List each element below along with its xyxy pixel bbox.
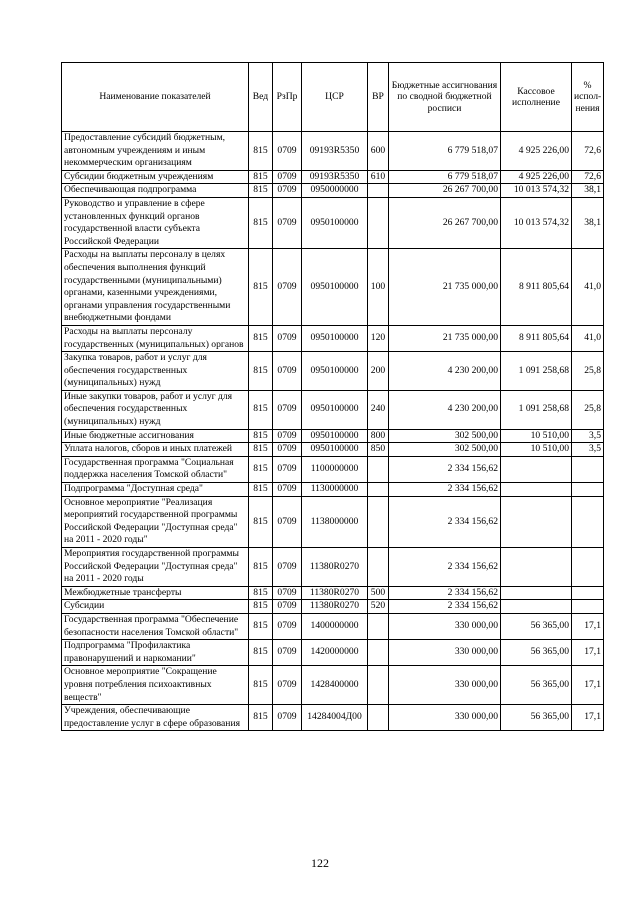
cell-csr: 0950100000: [302, 249, 368, 326]
cell-rzpr: 0709: [273, 132, 302, 171]
cell-vr: [368, 666, 389, 705]
table-row: [62, 249, 604, 326]
cell-name: Субсидии: [62, 600, 249, 614]
cell-ved: 815: [249, 600, 273, 614]
header-assignments: Бюджетные ассигнования по сводной бюджетной росписи: [389, 63, 501, 132]
cell-percent: [572, 586, 604, 600]
cell-vr: 610: [368, 170, 389, 184]
cell-csr: 0950100000: [302, 197, 368, 248]
table-header-row: [62, 63, 604, 132]
cell-ved: 815: [249, 325, 273, 351]
cell-vr: [368, 483, 389, 497]
cell-vr: [368, 613, 389, 639]
table-row: [62, 483, 604, 497]
page-number: 122: [311, 856, 329, 870]
cell-cash: 10 510,00: [501, 443, 572, 457]
table-row: [62, 496, 604, 547]
cell-percent: [572, 548, 604, 587]
cell-percent: 41,0: [572, 325, 604, 351]
cell-percent: 17,1: [572, 705, 604, 731]
cell-rzpr: 0709: [273, 249, 302, 326]
cell-percent: 38,1: [572, 197, 604, 248]
cell-vr: 240: [368, 390, 389, 429]
cell-rzpr: 0709: [273, 548, 302, 587]
cell-assigned: 2 334 156,62: [389, 586, 501, 600]
cell-cash: 1 091 258,68: [501, 352, 572, 391]
cell-percent: 17,1: [572, 640, 604, 666]
cell-ved: 815: [249, 443, 273, 457]
cell-name: Подпрограмма "Профилактика правонарушений и наркомании": [62, 640, 249, 666]
cell-vr: 850: [368, 443, 389, 457]
cell-cash: 56 365,00: [501, 640, 572, 666]
cell-name: Расходы на выплаты персоналу в целях обеспечения выполнения функций государственными (муниципальными) органами, казенными учреждениями, органами управления государственными внебюджетными фондами: [62, 249, 249, 326]
cell-assigned: 6 779 518,07: [389, 132, 501, 171]
cell-csr: 0950100000: [302, 325, 368, 351]
cell-name: Закупка товаров, работ и услуг для обеспечения государственных (муниципальных) нужд: [62, 352, 249, 391]
cell-name: Государственная программа "Обеспечение безопасности населения Томской области": [62, 613, 249, 639]
cell-assigned: 330 000,00: [389, 640, 501, 666]
cell-percent: 72,6: [572, 170, 604, 184]
cell-cash: [501, 586, 572, 600]
cell-name: Иные закупки товаров, работ и услуг для обеспечения государственных (муниципальных) нужд: [62, 390, 249, 429]
cell-name: Учреждения, обеспечивающие предоставление услуг в сфере образования: [62, 705, 249, 731]
cell-csr: 0950000000: [302, 184, 368, 198]
cell-rzpr: 0709: [273, 586, 302, 600]
cell-ved: 815: [249, 170, 273, 184]
cell-name: Мероприятия государственной программы Российской Федерации "Доступная среда" на 2011 - 2020 годы: [62, 548, 249, 587]
cell-assigned: 2 334 156,62: [389, 600, 501, 614]
cell-vr: 120: [368, 325, 389, 351]
cell-cash: 4 925 226,00: [501, 132, 572, 171]
cell-csr: 11380R0270: [302, 600, 368, 614]
cell-csr: 1400000000: [302, 613, 368, 639]
cell-ved: 815: [249, 249, 273, 326]
cell-csr: 09193R5350: [302, 170, 368, 184]
cell-ved: 815: [249, 352, 273, 391]
cell-assigned: 330 000,00: [389, 666, 501, 705]
cell-vr: [368, 548, 389, 587]
table-row: [62, 443, 604, 457]
header-csr: ЦСР: [302, 63, 368, 132]
cell-vr: 800: [368, 429, 389, 443]
cell-vr: [368, 184, 389, 198]
header-percent: % испол-нения: [572, 63, 604, 132]
cell-cash: 10 013 574,32: [501, 197, 572, 248]
table-row: [62, 705, 604, 731]
cell-ved: 815: [249, 666, 273, 705]
cell-percent: [572, 496, 604, 547]
cell-name: Обеспечивающая подпрограмма: [62, 184, 249, 198]
cell-vr: 100: [368, 249, 389, 326]
cell-cash: 56 365,00: [501, 666, 572, 705]
cell-ved: 815: [249, 586, 273, 600]
cell-vr: 520: [368, 600, 389, 614]
cell-rzpr: 0709: [273, 705, 302, 731]
cell-cash: 56 365,00: [501, 613, 572, 639]
cell-percent: [572, 483, 604, 497]
cell-assigned: 302 500,00: [389, 429, 501, 443]
table-row: [62, 170, 604, 184]
header-rzpr: РзПр: [273, 63, 302, 132]
cell-vr: 200: [368, 352, 389, 391]
cell-ved: 815: [249, 496, 273, 547]
table-row: [62, 429, 604, 443]
cell-csr: 0950100000: [302, 443, 368, 457]
table-row: [62, 548, 604, 587]
cell-cash: [501, 600, 572, 614]
cell-assigned: 330 000,00: [389, 705, 501, 731]
cell-name: Основное мероприятие "Сокращение уровня потребления психоактивных веществ": [62, 666, 249, 705]
cell-ved: 815: [249, 184, 273, 198]
cell-vr: 600: [368, 132, 389, 171]
cell-rzpr: 0709: [273, 429, 302, 443]
cell-cash: 4 925 226,00: [501, 170, 572, 184]
cell-csr: 0950100000: [302, 352, 368, 391]
cell-rzpr: 0709: [273, 666, 302, 705]
cell-csr: 11380R0270: [302, 586, 368, 600]
cell-name: Уплата налогов, сборов и иных платежей: [62, 443, 249, 457]
header-name: Наименование показателей: [62, 63, 249, 132]
cell-name: Иные бюджетные ассигнования: [62, 429, 249, 443]
cell-vr: [368, 456, 389, 482]
cell-rzpr: 0709: [273, 600, 302, 614]
cell-cash: [501, 496, 572, 547]
cell-percent: 17,1: [572, 666, 604, 705]
cell-cash: 8 911 805,64: [501, 249, 572, 326]
cell-cash: 1 091 258,68: [501, 390, 572, 429]
cell-rzpr: 0709: [273, 390, 302, 429]
cell-rzpr: 0709: [273, 325, 302, 351]
budget-execution-table: [61, 62, 604, 731]
cell-rzpr: 0709: [273, 613, 302, 639]
cell-ved: 815: [249, 429, 273, 443]
cell-ved: 815: [249, 640, 273, 666]
cell-vr: [368, 640, 389, 666]
cell-vr: [368, 705, 389, 731]
cell-assigned: 2 334 156,62: [389, 548, 501, 587]
cell-csr: 09193R5350: [302, 132, 368, 171]
table-row: [62, 132, 604, 171]
cell-vr: 500: [368, 586, 389, 600]
cell-vr: [368, 496, 389, 547]
cell-cash: 10 013 574,32: [501, 184, 572, 198]
cell-cash: 10 510,00: [501, 429, 572, 443]
cell-ved: 815: [249, 390, 273, 429]
cell-name: Государственная программа "Социальная поддержка населения Томской области": [62, 456, 249, 482]
cell-csr: 14284004Д00: [302, 705, 368, 731]
cell-assigned: 2 334 156,62: [389, 483, 501, 497]
table-row: [62, 613, 604, 639]
cell-percent: [572, 456, 604, 482]
cell-assigned: 21 735 000,00: [389, 249, 501, 326]
cell-csr: 1138000000: [302, 496, 368, 547]
cell-ved: 815: [249, 548, 273, 587]
cell-assigned: 330 000,00: [389, 613, 501, 639]
cell-cash: [501, 483, 572, 497]
cell-csr: 1100000000: [302, 456, 368, 482]
cell-assigned: 4 230 200,00: [389, 352, 501, 391]
cell-cash: 8 911 805,64: [501, 325, 572, 351]
cell-name: Руководство и управление в сфере установленных функций органов государственной власти субъекта Российской Федерации: [62, 197, 249, 248]
cell-ved: 815: [249, 613, 273, 639]
cell-name: Основное мероприятие "Реализация мероприятий государственной программы Российской Федерации "Доступная среда" на 2011 - 2020 годы": [62, 496, 249, 547]
cell-percent: 3,5: [572, 429, 604, 443]
cell-csr: 0950100000: [302, 429, 368, 443]
header-vr: ВР: [368, 63, 389, 132]
cell-ved: 815: [249, 456, 273, 482]
cell-csr: 1420000000: [302, 640, 368, 666]
table-row: [62, 586, 604, 600]
cell-assigned: 4 230 200,00: [389, 390, 501, 429]
cell-csr: 1130000000: [302, 483, 368, 497]
cell-name: Подпрограмма "Доступная среда": [62, 483, 249, 497]
cell-ved: 815: [249, 197, 273, 248]
table-body: [62, 132, 604, 731]
cell-percent: 41,0: [572, 249, 604, 326]
table-row: [62, 325, 604, 351]
cell-cash: [501, 548, 572, 587]
header-ved: Вед: [249, 63, 273, 132]
table-row: [62, 352, 604, 391]
cell-rzpr: 0709: [273, 443, 302, 457]
cell-percent: 25,8: [572, 390, 604, 429]
table-row: [62, 390, 604, 429]
table-row: [62, 197, 604, 248]
cell-name: Расходы на выплаты персоналу государственных (муниципальных) органов: [62, 325, 249, 351]
cell-rzpr: 0709: [273, 496, 302, 547]
cell-percent: 72,6: [572, 132, 604, 171]
cell-rzpr: 0709: [273, 456, 302, 482]
cell-rzpr: 0709: [273, 352, 302, 391]
cell-rzpr: 0709: [273, 170, 302, 184]
cell-ved: 815: [249, 132, 273, 171]
cell-assigned: 302 500,00: [389, 443, 501, 457]
cell-assigned: 26 267 700,00: [389, 184, 501, 198]
cell-rzpr: 0709: [273, 184, 302, 198]
cell-csr: 0950100000: [302, 390, 368, 429]
table-row: [62, 456, 604, 482]
cell-cash: 56 365,00: [501, 705, 572, 731]
cell-percent: 25,8: [572, 352, 604, 391]
table-row: [62, 184, 604, 198]
cell-vr: [368, 197, 389, 248]
table-row: [62, 640, 604, 666]
cell-percent: 38,1: [572, 184, 604, 198]
cell-assigned: 21 735 000,00: [389, 325, 501, 351]
cell-name: Предоставление субсидий бюджетным, автономным учреждениям и иным некоммерческим организациям: [62, 132, 249, 171]
cell-rzpr: 0709: [273, 640, 302, 666]
cell-assigned: 6 779 518,07: [389, 170, 501, 184]
table-row: [62, 600, 604, 614]
cell-ved: 815: [249, 483, 273, 497]
cell-assigned: 2 334 156,62: [389, 456, 501, 482]
cell-percent: [572, 600, 604, 614]
cell-rzpr: 0709: [273, 197, 302, 248]
cell-assigned: 2 334 156,62: [389, 496, 501, 547]
cell-name: Субсидии бюджетным учреждениям: [62, 170, 249, 184]
header-cash: Кассовое исполнение: [501, 63, 572, 132]
cell-percent: 17,1: [572, 613, 604, 639]
cell-cash: [501, 456, 572, 482]
cell-ved: 815: [249, 705, 273, 731]
cell-csr: 1428400000: [302, 666, 368, 705]
cell-name: Межбюджетные трансферты: [62, 586, 249, 600]
cell-assigned: 26 267 700,00: [389, 197, 501, 248]
cell-csr: 11380R0270: [302, 548, 368, 587]
cell-rzpr: 0709: [273, 483, 302, 497]
cell-percent: 3,5: [572, 443, 604, 457]
table-row: [62, 666, 604, 705]
